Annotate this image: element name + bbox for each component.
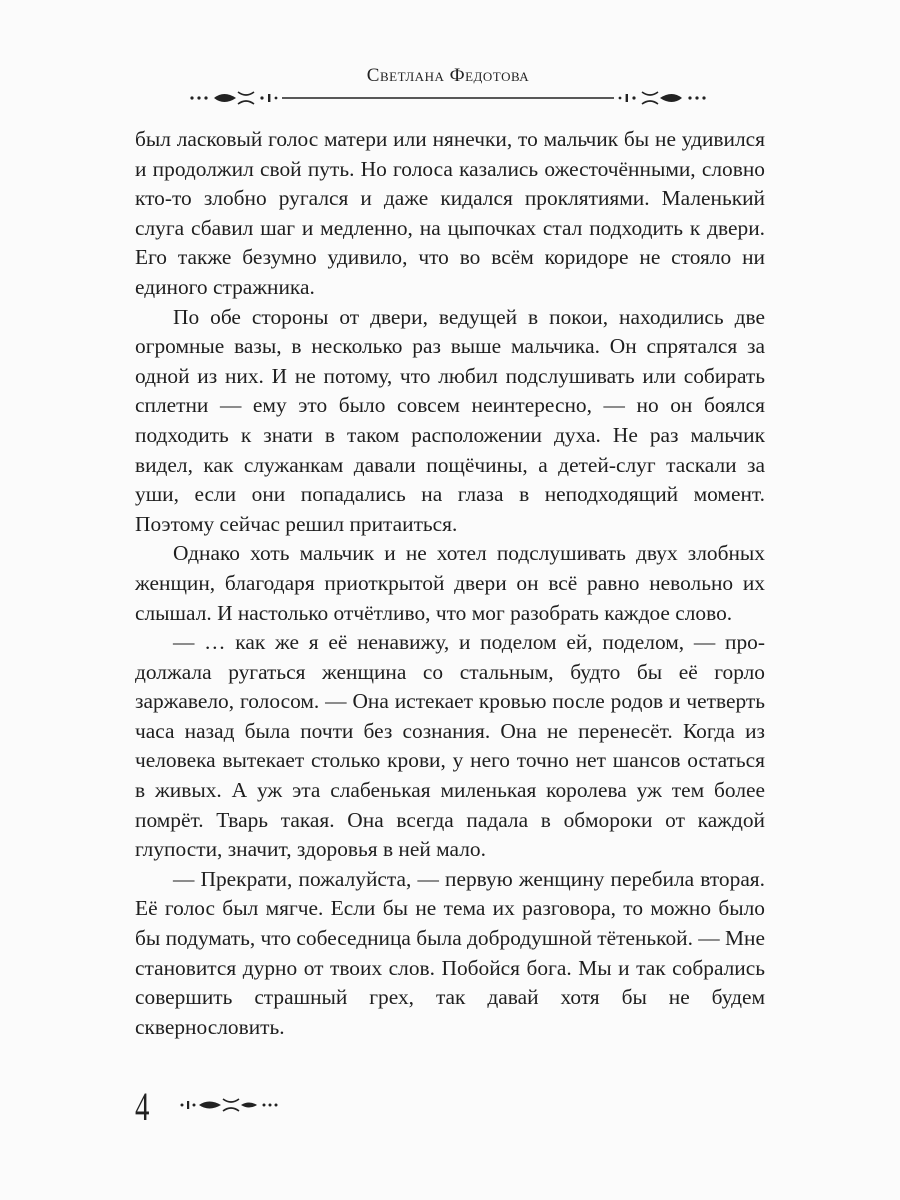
main-text xyxy=(135,125,765,1042)
page-footer xyxy=(135,1085,295,1129)
paragraph: — … как же я её ненавижу, и поделом ей, поделом, — продолжала ругаться женщина со стальным, будто бы её горло заржавело, голосом. — Она истекает кровью после родов и четверть часа назад была почти без сознания. Она не перенесёт. Когда из человека вытекает столько крови, у него точно нет шансов остаться в живых. А уж эта слабенькая миленькая королева уж тем более помрёт. Тварь такая. Она всегда падала в обмороки от каждой глупости, значит, здоровья в ней мало. xyxy=(135,630,765,862)
paragraph: По обе стороны от двери, ведущей в покои, находились две огромные вазы, в несколько раз выше мальчика. Он спрятался за одной из них. И не потому, что любил подслушивать или собирать сплетни — ему это было совсем неинтересно, — но он боялся подходить к знати в таком расположении духа. Не раз мальчик видел, как служанкам давали пощёчины, а детей-слуг таскали за уши, если они попадались на глаза в неподходящий момент. Поэтому сейчас решил притаиться. xyxy=(135,304,765,536)
paragraph: был ласковый голос матери или нянечки, то мальчик бы не удивился и продолжил свой путь. Но голоса казались ожесточёнными, словно кто-то злобно ругался и даже кидался проклятиями. Маленький слуга сбавил шаг и медленно, на цыпочках стал подходить к двери. Его также безумно удивило, что во всём коридоре не стояло ни единого стражника. xyxy=(135,127,765,299)
page-number: 4 xyxy=(135,1084,150,1129)
author-name-header: Светлана Федотова xyxy=(366,65,530,86)
running-header xyxy=(188,64,708,112)
paragraph: Однако хоть мальчик и не хотел подслушивать двух злобных женщин, благодаря приоткрытой двери он всё равно невольно их слышал. И настолько отчётливо, что мог разобрать каждое слово. xyxy=(135,541,765,625)
flourish-ornament-icon xyxy=(179,1095,279,1115)
flourish-rule-ornament-icon xyxy=(188,88,708,108)
paragraph: — Прекрати, пожалуйста, — первую женщину перебила вторая. Её голос был мягче. Если бы не тема их разговора, то можно было бы подумать, что собеседница была добродушной тётенькой. — Мне становится дурно от твоих слов. Побойся бога. Мы и так собрались совершить страшный грех, так давай хотя бы не будем сквернословить. xyxy=(135,866,765,1039)
